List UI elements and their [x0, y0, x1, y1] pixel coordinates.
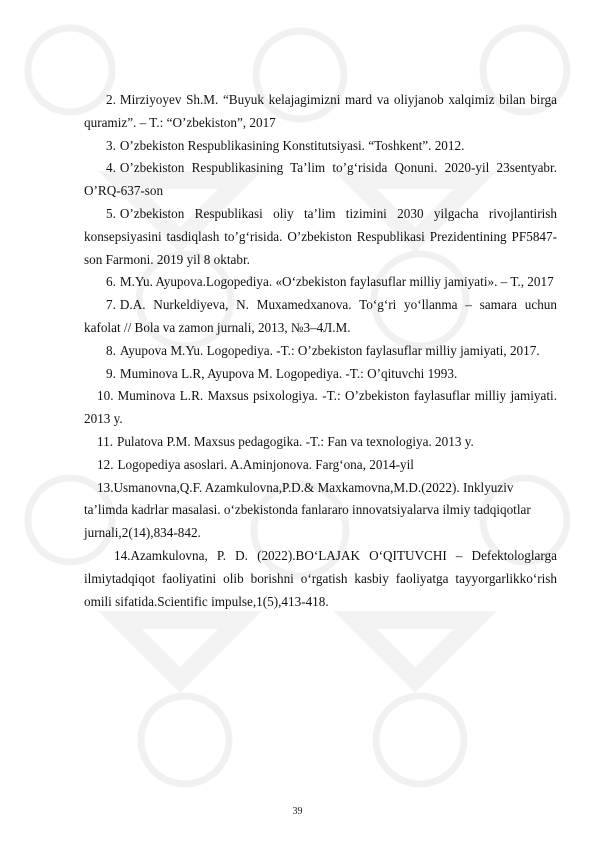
reference-item: 10. Muminova L.R. Maxsus psixologiya. -T.: O’zbekiston faylasuflar milliy jamiyati. 2013 y. — [84, 388, 557, 427]
reference-item: 2. Mirziyoyev Sh.M. “Buyuk kelajagimizni mard va oliyjanob xalqimiz bilan birga quramiz”. – T.: “O’zbekiston”, 2017 — [84, 92, 557, 130]
reference-item: 6. M.Yu. Ayupova.Logopediya. «O‘zbekiston faylasuflar milliy jamiyati». – T., 2017 — [106, 274, 554, 290]
reference-item: 13.Usmanovna,Q.F. Azamkulovna,P.D.& Maxkamovna,M.D.(2022). Inklyuziv ta’limda kadrlar masalasi. o‘zbekistonda fanlararo innovatsiyalarva ilmiy tadqiqotlar jurnali,2(14),834-842. — [84, 479, 531, 541]
reference-item: 12. Logopediya asoslari. A.Aminjonova. Farg‘ona, 2014-yil — [97, 456, 414, 472]
reference-item: 4. O’zbekiston Respublikasining Ta’lim to’g‘risida Qonuni. 2020-yil 23sentyabr. O’RQ-637-son — [84, 160, 557, 199]
reference-item: 14.Azamkulovna, P. D. (2022).BO‘LAJAK O‘QITUVCHI – Defektologlarga ilmiytadqiqot faoliyatini olib borishni o‘rgatish kasbiy faoliyatga tayyorgarlikko‘rish omili sifatida.Scientific impulse,1(5),413-418. — [84, 547, 557, 609]
reference-item: 3. O’zbekiston Respublikasining Konstitutsiyasi. “Toshkent”. 2012. — [106, 137, 465, 153]
page-number: 39 — [292, 806, 303, 817]
reference-item: 7. D.A. Nurkeldiyeva, N. Muxamedxanova. To‘g‘ri yo‘llanma – samara uchun kafolat // Bola va zamon jurnali, 2013, №3–4Л.М. — [84, 297, 557, 335]
reference-item: 5. O’zbekiston Respublikasi oliy ta’lim tizimini 2030 yilgacha rivojlantirish konsepsiyasini tasdiqlash to’g‘risida. O’zbekiston Respublikasi Prezidentining PF5847-son Farmoni. 2019 yil 8 oktabr. — [84, 205, 557, 267]
reference-item: 9. Muminova L.R, Ayupova M. Logopediya. -T.: O’qituvchi 1993. — [106, 365, 458, 381]
reference-item: 11. Pulatova P.M. Maxsus pedagogika. -T.: Fan va texnologiya. 2013 y. — [97, 433, 474, 449]
reference-item: 8. Ayupova M.Yu. Logopediya. -T.: O’zbekiston faylasuflar milliy jamiyati, 2017. — [106, 342, 540, 358]
reference-list — [84, 89, 557, 613]
